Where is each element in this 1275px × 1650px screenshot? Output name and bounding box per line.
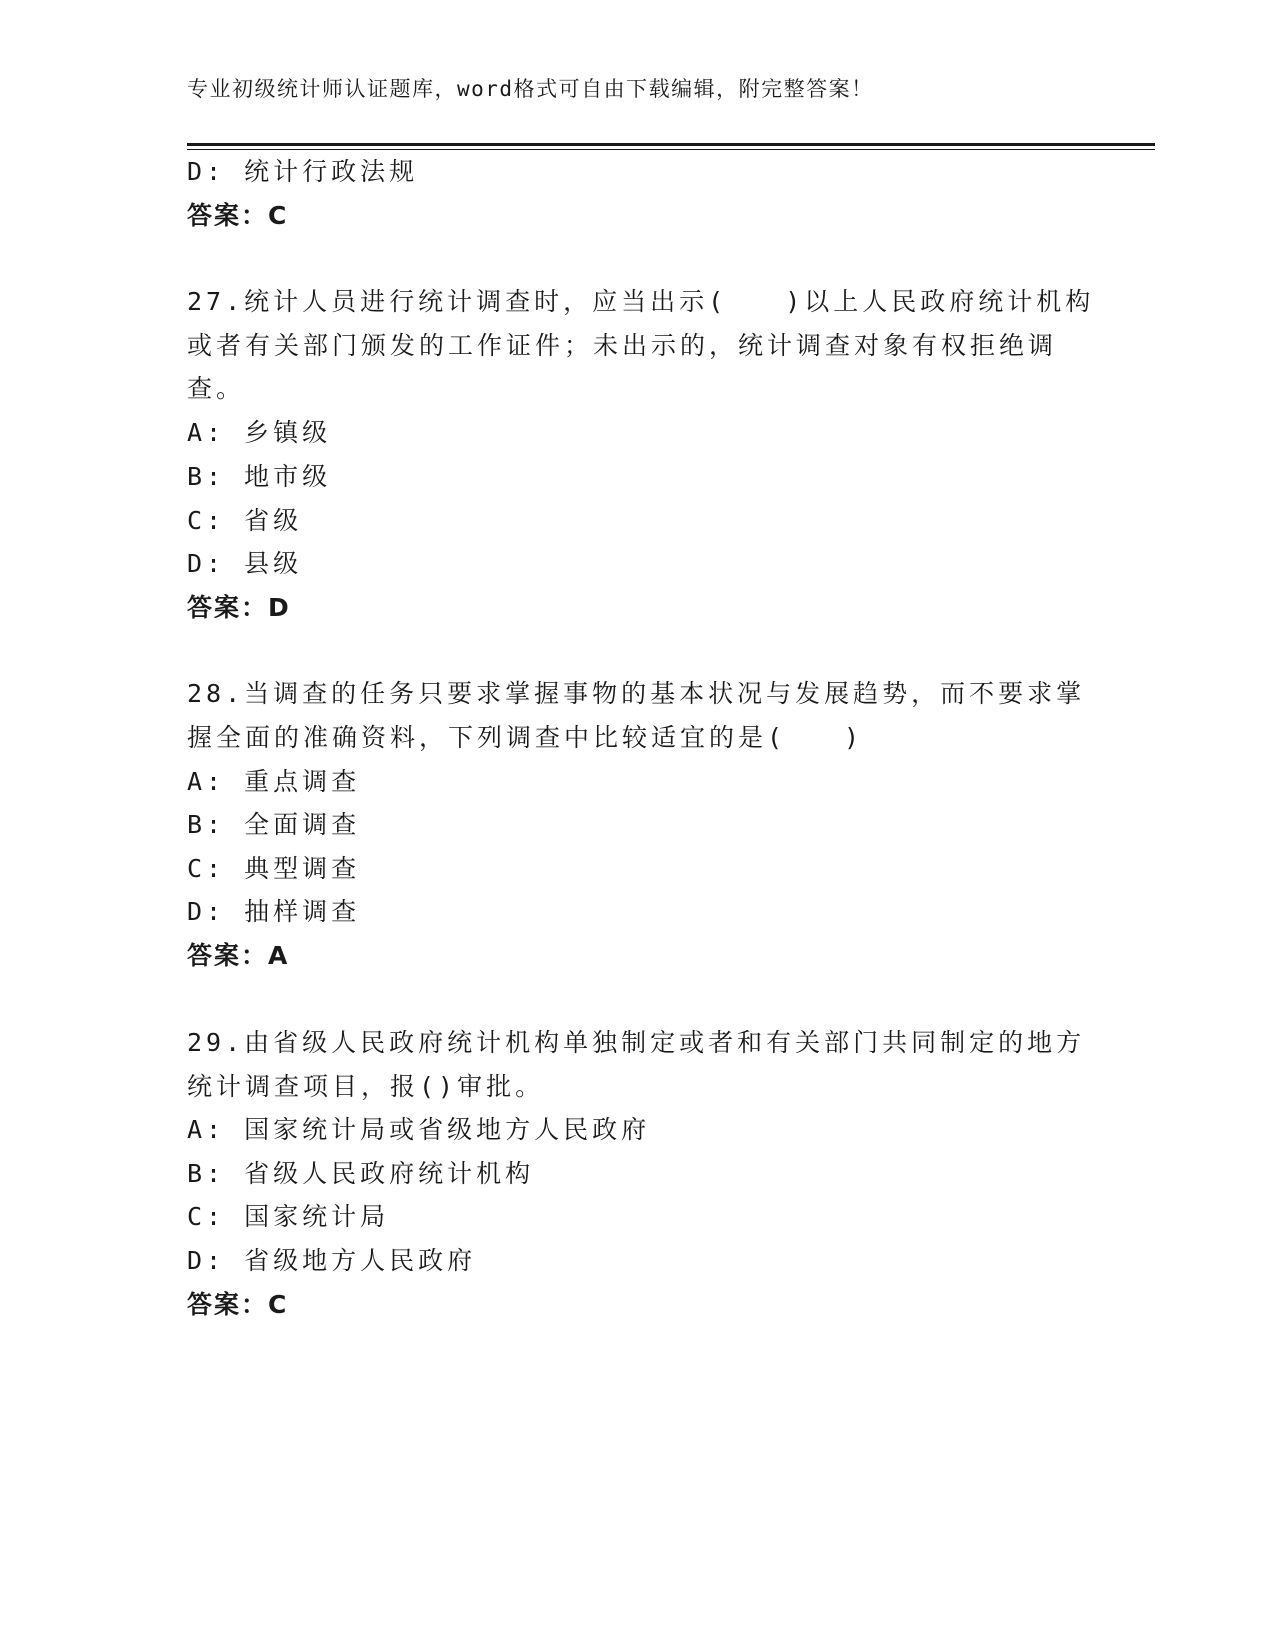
q27-answer: 答案：D <box>187 593 291 622</box>
q28-option-d: D: 抽样调查 <box>187 897 361 926</box>
q28-option-b: B: 全面调查 <box>187 810 361 839</box>
q29-answer: 答案：C <box>187 1290 289 1319</box>
q28-answer: 答案：A <box>187 941 290 970</box>
page-header: 专业初级统计师认证题库，word格式可自由下载编辑，附完整答案！ <box>187 77 874 101</box>
q29-option-a: A: 国家统计局或省级地方人民政府 <box>187 1115 651 1144</box>
q28-option-a: A: 重点调查 <box>187 767 361 796</box>
header-rule-thin <box>187 149 1155 150</box>
q29-option-d: D: 省级地方人民政府 <box>187 1246 477 1275</box>
q27-option-c: C: 省级 <box>187 506 303 535</box>
q27-stem-line2: 或者有关部门颁发的工作证件；未出示的，统计调查对象有权拒绝调 <box>187 331 1058 360</box>
carryover-option-d: D: 统计行政法规 <box>187 157 419 186</box>
q27-stem-line1: 27.统计人员进行统计调查时，应当出示( )以上人民政府统计机构 <box>187 287 1095 316</box>
q28-option-c: C: 典型调查 <box>187 854 361 883</box>
q28-stem-line2: 握全面的准确资料，下列调查中比较适宜的是( ) <box>187 723 864 752</box>
q29-option-b: B: 省级人民政府统计机构 <box>187 1159 535 1188</box>
q29-stem-line1: 29.由省级人民政府统计机构单独制定或者和有关部门共同制定的地方 <box>187 1028 1086 1057</box>
q28-stem-line1: 28.当调查的任务只要求掌握事物的基本状况与发展趋势，而不要求掌 <box>187 679 1086 708</box>
carryover-answer: 答案：C <box>187 201 289 230</box>
q27-option-d: D: 县级 <box>187 549 303 578</box>
q27-option-a: A: 乡镇级 <box>187 418 332 447</box>
q27-option-b: B: 地市级 <box>187 462 332 491</box>
q29-stem-line2: 统计调查项目，报()审批。 <box>187 1072 545 1101</box>
q29-option-c: C: 国家统计局 <box>187 1202 390 1231</box>
header-rule-thick <box>187 143 1155 146</box>
q27-stem-line3: 查。 <box>187 374 246 403</box>
